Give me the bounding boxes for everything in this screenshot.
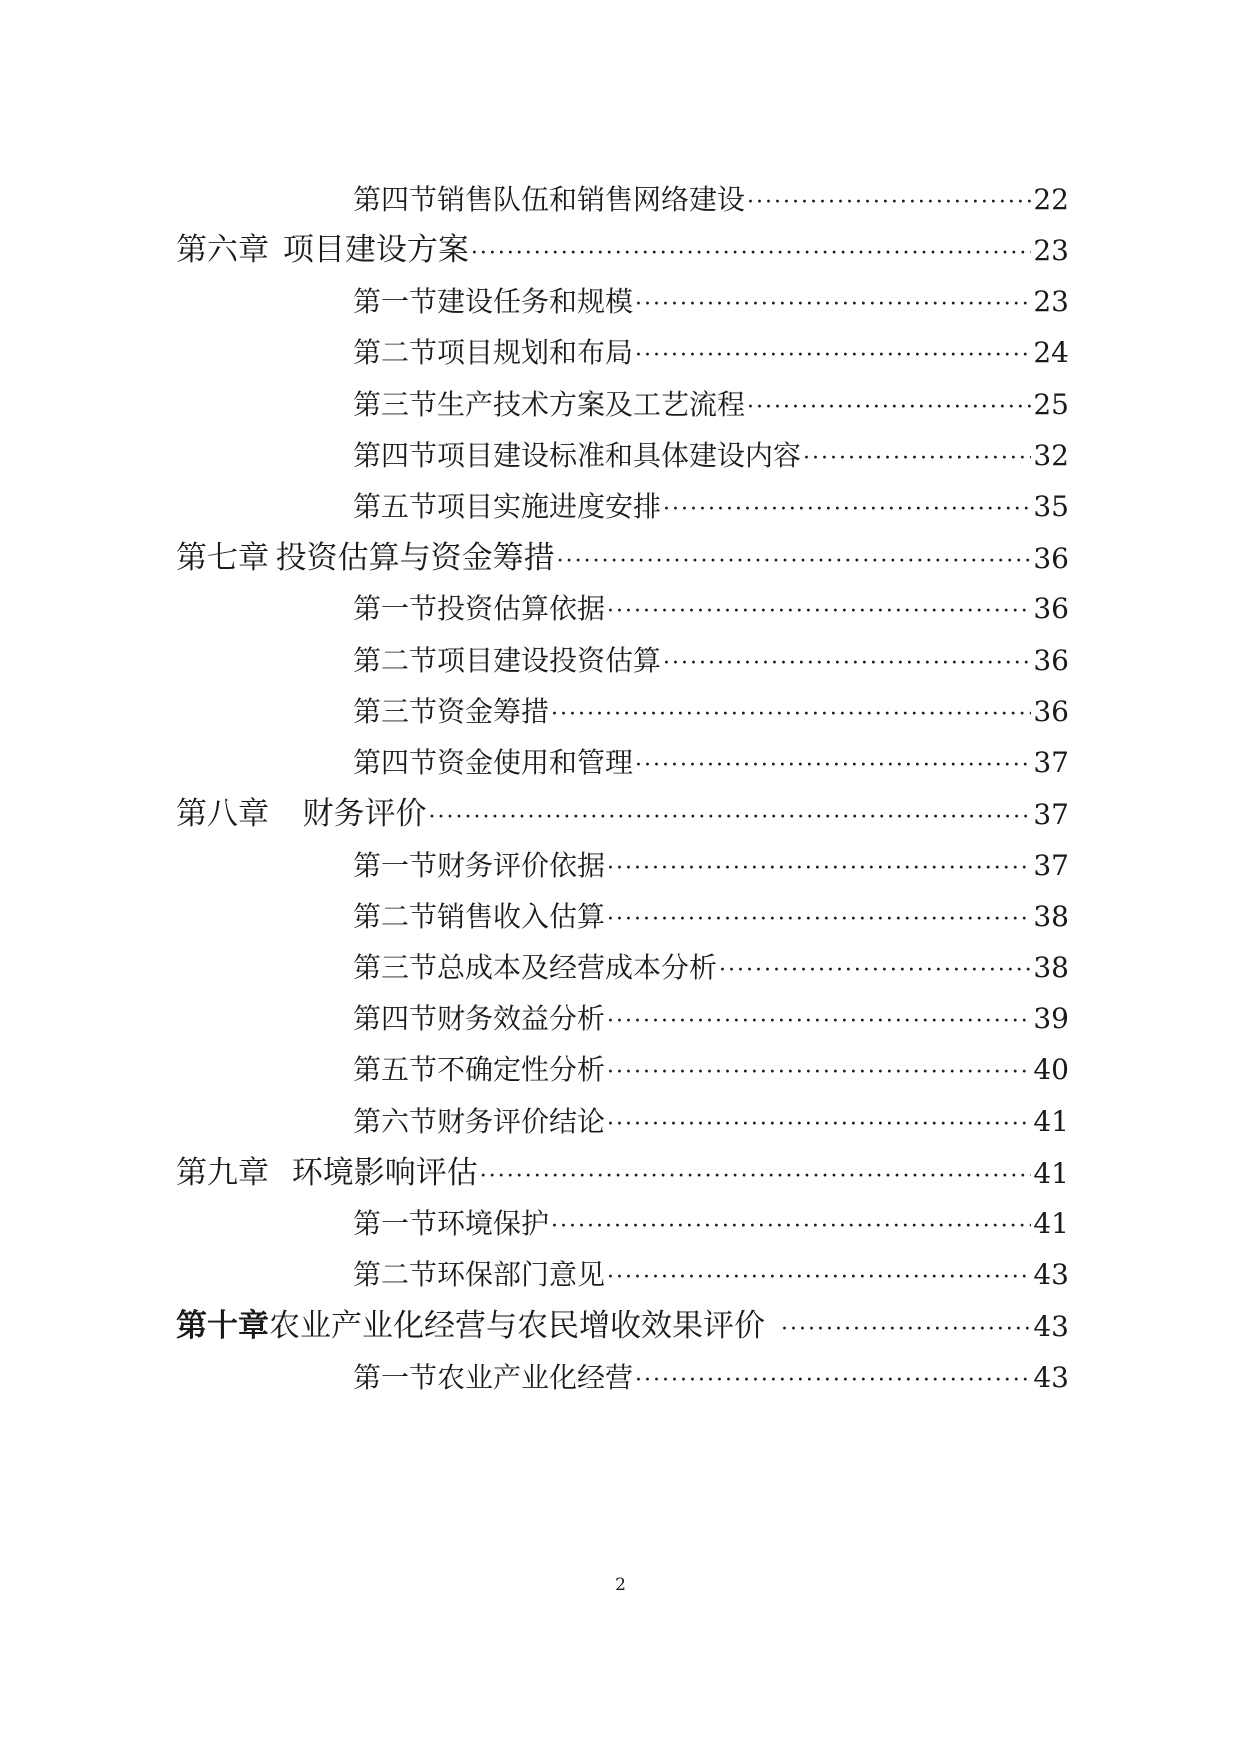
toc-entry-section[interactable] xyxy=(353,1053,1069,1090)
page-number: 41 xyxy=(1033,1105,1069,1138)
dot-leader xyxy=(607,1261,1031,1295)
section-label: 第四节 xyxy=(353,439,438,472)
toc-entry-section[interactable] xyxy=(353,644,1069,681)
section-title: 财务评价结论 xyxy=(437,1105,606,1138)
dot-leader xyxy=(719,954,1031,988)
page-number: 37 xyxy=(1033,798,1069,831)
page-number: 35 xyxy=(1033,490,1069,523)
toc-entry-section[interactable] xyxy=(353,1361,1069,1398)
section-title: 销售收入估算 xyxy=(437,900,606,933)
page-number: 24 xyxy=(1033,336,1069,369)
section-label: 第二节 xyxy=(353,336,438,369)
chapter-title: 环境影响评估 xyxy=(291,1155,478,1191)
dot-leader xyxy=(747,186,1031,220)
page-number: 37 xyxy=(1033,746,1069,779)
toc-entry-chapter[interactable] xyxy=(176,233,1069,271)
section-label: 第一节 xyxy=(353,285,438,318)
page-number: 23 xyxy=(1033,234,1069,267)
dot-leader xyxy=(480,1160,1032,1194)
section-title: 环保部门意见 xyxy=(437,1258,606,1291)
page-number: 43 xyxy=(1033,1361,1069,1394)
section-label: 第三节 xyxy=(353,695,438,728)
section-title: 项目建设投资估算 xyxy=(437,644,662,677)
chapter-title: 财务评价 xyxy=(302,796,427,832)
toc-entry-chapter[interactable] xyxy=(176,797,1069,835)
dot-leader xyxy=(663,647,1031,681)
toc-entry-chapter[interactable] xyxy=(176,1156,1069,1194)
dot-leader xyxy=(429,801,1032,835)
dot-leader xyxy=(551,698,1031,732)
page-number: 43 xyxy=(1033,1310,1069,1343)
section-title: 销售队伍和销售网络建设 xyxy=(437,183,746,216)
page-number: 38 xyxy=(1033,951,1069,984)
chapter-label: 第七章 xyxy=(176,540,269,576)
dot-leader xyxy=(557,545,1032,579)
page-footer-number: 2 xyxy=(615,1575,626,1595)
page-number: 32 xyxy=(1033,439,1069,472)
chapter-label: 第九章 xyxy=(176,1155,269,1191)
toc-entry-section[interactable] xyxy=(353,1002,1069,1039)
toc-entry-section[interactable] xyxy=(353,951,1069,988)
section-label: 第四节 xyxy=(353,746,438,779)
toc-entry-section[interactable] xyxy=(353,336,1069,373)
section-title: 项目建设标准和具体建设内容 xyxy=(437,439,802,472)
chapter-title: 农业产业化经营与农民增收效果评价 xyxy=(269,1308,765,1344)
toc-entry-section[interactable] xyxy=(353,388,1069,425)
page-number: 37 xyxy=(1033,849,1069,882)
section-title: 农业产业化经营 xyxy=(437,1361,634,1394)
toc-entry-section[interactable] xyxy=(353,849,1069,886)
section-label: 第三节 xyxy=(353,951,438,984)
section-title: 投资估算依据 xyxy=(437,592,606,625)
section-label: 第一节 xyxy=(353,592,438,625)
section-label: 第四节 xyxy=(353,183,438,216)
chapter-title: 投资估算与资金筹措 xyxy=(275,540,555,576)
section-title: 项目规划和布局 xyxy=(437,336,634,369)
page-number: 22 xyxy=(1033,183,1069,216)
dot-leader xyxy=(607,1108,1031,1142)
section-label: 第五节 xyxy=(353,490,438,523)
section-title: 生产技术方案及工艺流程 xyxy=(437,388,746,421)
page-number: 25 xyxy=(1033,388,1069,421)
page-number: 23 xyxy=(1033,285,1069,318)
page-number: 40 xyxy=(1033,1053,1069,1086)
toc-entry-section[interactable] xyxy=(353,746,1069,783)
section-title: 建设任务和规模 xyxy=(437,285,634,318)
dot-leader xyxy=(607,1056,1031,1090)
dot-leader xyxy=(551,1210,1031,1244)
dot-leader xyxy=(781,1313,1031,1347)
section-label: 第二节 xyxy=(353,644,438,677)
toc-entry-section[interactable] xyxy=(353,439,1069,476)
dot-leader xyxy=(607,1005,1031,1039)
section-label: 第五节 xyxy=(353,1053,438,1086)
dot-leader xyxy=(607,595,1031,629)
dot-leader xyxy=(607,903,1031,937)
toc-entry-section[interactable] xyxy=(353,592,1069,629)
page-number: 39 xyxy=(1033,1002,1069,1035)
section-label: 第四节 xyxy=(353,1002,438,1035)
section-title: 财务评价依据 xyxy=(437,849,606,882)
toc-entry-section[interactable] xyxy=(353,695,1069,732)
section-title: 资金筹措 xyxy=(437,695,550,728)
toc-entry-chapter[interactable] xyxy=(176,541,1069,579)
page-number: 36 xyxy=(1033,592,1069,625)
section-title: 环境保护 xyxy=(437,1207,550,1240)
page-number: 41 xyxy=(1033,1207,1069,1240)
page-number: 43 xyxy=(1033,1258,1069,1291)
section-title: 资金使用和管理 xyxy=(437,746,634,779)
page-number: 38 xyxy=(1033,900,1069,933)
section-title: 财务效益分析 xyxy=(437,1002,606,1035)
section-title: 不确定性分析 xyxy=(437,1053,606,1086)
page-number: 36 xyxy=(1033,695,1069,728)
page-number: 36 xyxy=(1033,644,1069,677)
toc-entry-section[interactable] xyxy=(353,900,1069,937)
chapter-title: 项目建设方案 xyxy=(282,232,469,268)
section-label: 第六节 xyxy=(353,1105,438,1138)
toc-entry-section[interactable] xyxy=(353,490,1069,527)
section-label: 第二节 xyxy=(353,900,438,933)
section-label: 第一节 xyxy=(353,1207,438,1240)
dot-leader xyxy=(663,493,1031,527)
dot-leader xyxy=(747,391,1031,425)
toc-entry-section[interactable] xyxy=(353,1207,1069,1244)
dot-leader xyxy=(471,237,1032,271)
page-number: 41 xyxy=(1033,1157,1069,1190)
dot-leader xyxy=(803,442,1031,476)
dot-leader xyxy=(635,339,1031,373)
page-number: 36 xyxy=(1033,542,1069,575)
section-title: 总成本及经营成本分析 xyxy=(437,951,718,984)
dot-leader xyxy=(635,1364,1031,1398)
section-label: 第二节 xyxy=(353,1258,438,1291)
chapter-label: 第十章 xyxy=(176,1308,269,1344)
section-title: 项目实施进度安排 xyxy=(437,490,662,523)
chapter-label: 第六章 xyxy=(176,232,269,268)
dot-leader xyxy=(635,288,1031,322)
toc-entry-chapter[interactable] xyxy=(176,1309,1069,1347)
toc-entry-section[interactable] xyxy=(353,183,1069,220)
section-label: 第一节 xyxy=(353,849,438,882)
dot-leader xyxy=(635,749,1031,783)
chapter-label: 第八章 xyxy=(176,796,269,832)
section-label: 第三节 xyxy=(353,388,438,421)
toc-entry-section[interactable] xyxy=(353,1258,1069,1295)
toc-entry-section[interactable] xyxy=(353,285,1069,322)
section-label: 第一节 xyxy=(353,1361,438,1394)
toc-entry-section[interactable] xyxy=(353,1105,1069,1142)
dot-leader xyxy=(607,852,1031,886)
